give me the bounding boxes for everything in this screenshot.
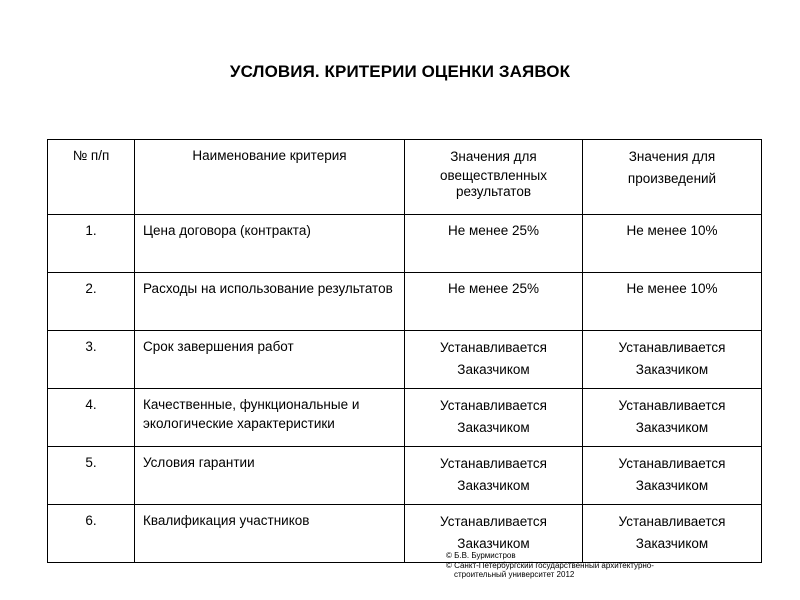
- table-row: [48, 273, 762, 331]
- row-value-line2: Заказчиком: [635, 478, 709, 493]
- header-values-works-line2: произведений: [627, 171, 717, 186]
- header-values-results: [405, 140, 583, 215]
- row-num: 4.: [48, 389, 135, 447]
- table-row: [48, 215, 762, 273]
- row-value-results: [405, 389, 583, 447]
- header-values-works-line1: Значения для: [628, 149, 716, 164]
- row-value-line1: Устанавливается: [618, 456, 726, 471]
- table-header-row: [48, 140, 762, 215]
- row-num: 5.: [48, 447, 135, 505]
- row-value-line1: Устанавливается: [440, 340, 547, 355]
- row-value-line1: Устанавливается: [618, 514, 726, 529]
- row-value-results: [405, 331, 583, 389]
- row-value-line2: Заказчиком: [635, 420, 709, 435]
- row-value-line2: Заказчиком: [635, 536, 709, 551]
- row-num: 2.: [48, 273, 135, 331]
- row-value-works: Не менее 10%: [583, 273, 762, 331]
- row-value-line1: Устанавливается: [618, 398, 726, 413]
- row-value-line1: Устанавливается: [440, 398, 547, 413]
- row-name: Срок завершения работ: [135, 331, 405, 389]
- header-num: № п/п: [48, 140, 135, 215]
- row-value-line2: Заказчиком: [457, 362, 530, 377]
- row-value-line2: Заказчиком: [635, 362, 709, 377]
- row-value-results: Не менее 25%: [405, 273, 583, 331]
- row-value-works: [583, 331, 762, 389]
- copyright-footer: [446, 551, 654, 580]
- row-num: 1.: [48, 215, 135, 273]
- copyright-university: © Санкт-Петербургский государственный архитектурно-: [446, 560, 654, 570]
- copyright-university-cont: строительный университет 2012: [454, 570, 575, 579]
- table-row: [48, 447, 762, 505]
- row-value-works: Не менее 10%: [583, 215, 762, 273]
- row-value-line2: Заказчиком: [457, 536, 530, 551]
- header-values-works: [583, 140, 762, 215]
- row-name: Условия гарантии: [135, 447, 405, 505]
- row-name: Качественные, функциональные и экологические характеристики: [135, 389, 405, 447]
- row-value-works: [583, 447, 762, 505]
- row-value-results: [405, 447, 583, 505]
- row-value-line1: Устанавливается: [618, 340, 726, 355]
- copyright-author: © Б.В. Бурмистров: [446, 551, 516, 560]
- row-value-line1: Устанавливается: [440, 514, 547, 529]
- table-row: [48, 505, 762, 563]
- row-name: Цена договора (контракта): [135, 215, 405, 273]
- criteria-table: [47, 139, 762, 563]
- row-value-line1: Устанавливается: [440, 456, 547, 471]
- page-title: УСЛОВИЯ. КРИТЕРИИ ОЦЕНКИ ЗАЯВОК: [229, 62, 571, 81]
- header-values-results-line1: Значения для: [450, 149, 537, 164]
- header-values-results-line2: овеществленных результатов: [439, 168, 548, 199]
- table-row: [48, 331, 762, 389]
- row-num: 3.: [48, 331, 135, 389]
- row-name: Расходы на использование результатов: [135, 273, 405, 331]
- row-value-results: Не менее 25%: [405, 215, 583, 273]
- row-name: Квалификация участников: [135, 505, 405, 563]
- row-value-line2: Заказчиком: [457, 478, 530, 493]
- header-name: Наименование критерия: [135, 140, 405, 215]
- row-value-line2: Заказчиком: [457, 420, 530, 435]
- row-num: 6.: [48, 505, 135, 563]
- table-row: [48, 389, 762, 447]
- row-value-works: [583, 389, 762, 447]
